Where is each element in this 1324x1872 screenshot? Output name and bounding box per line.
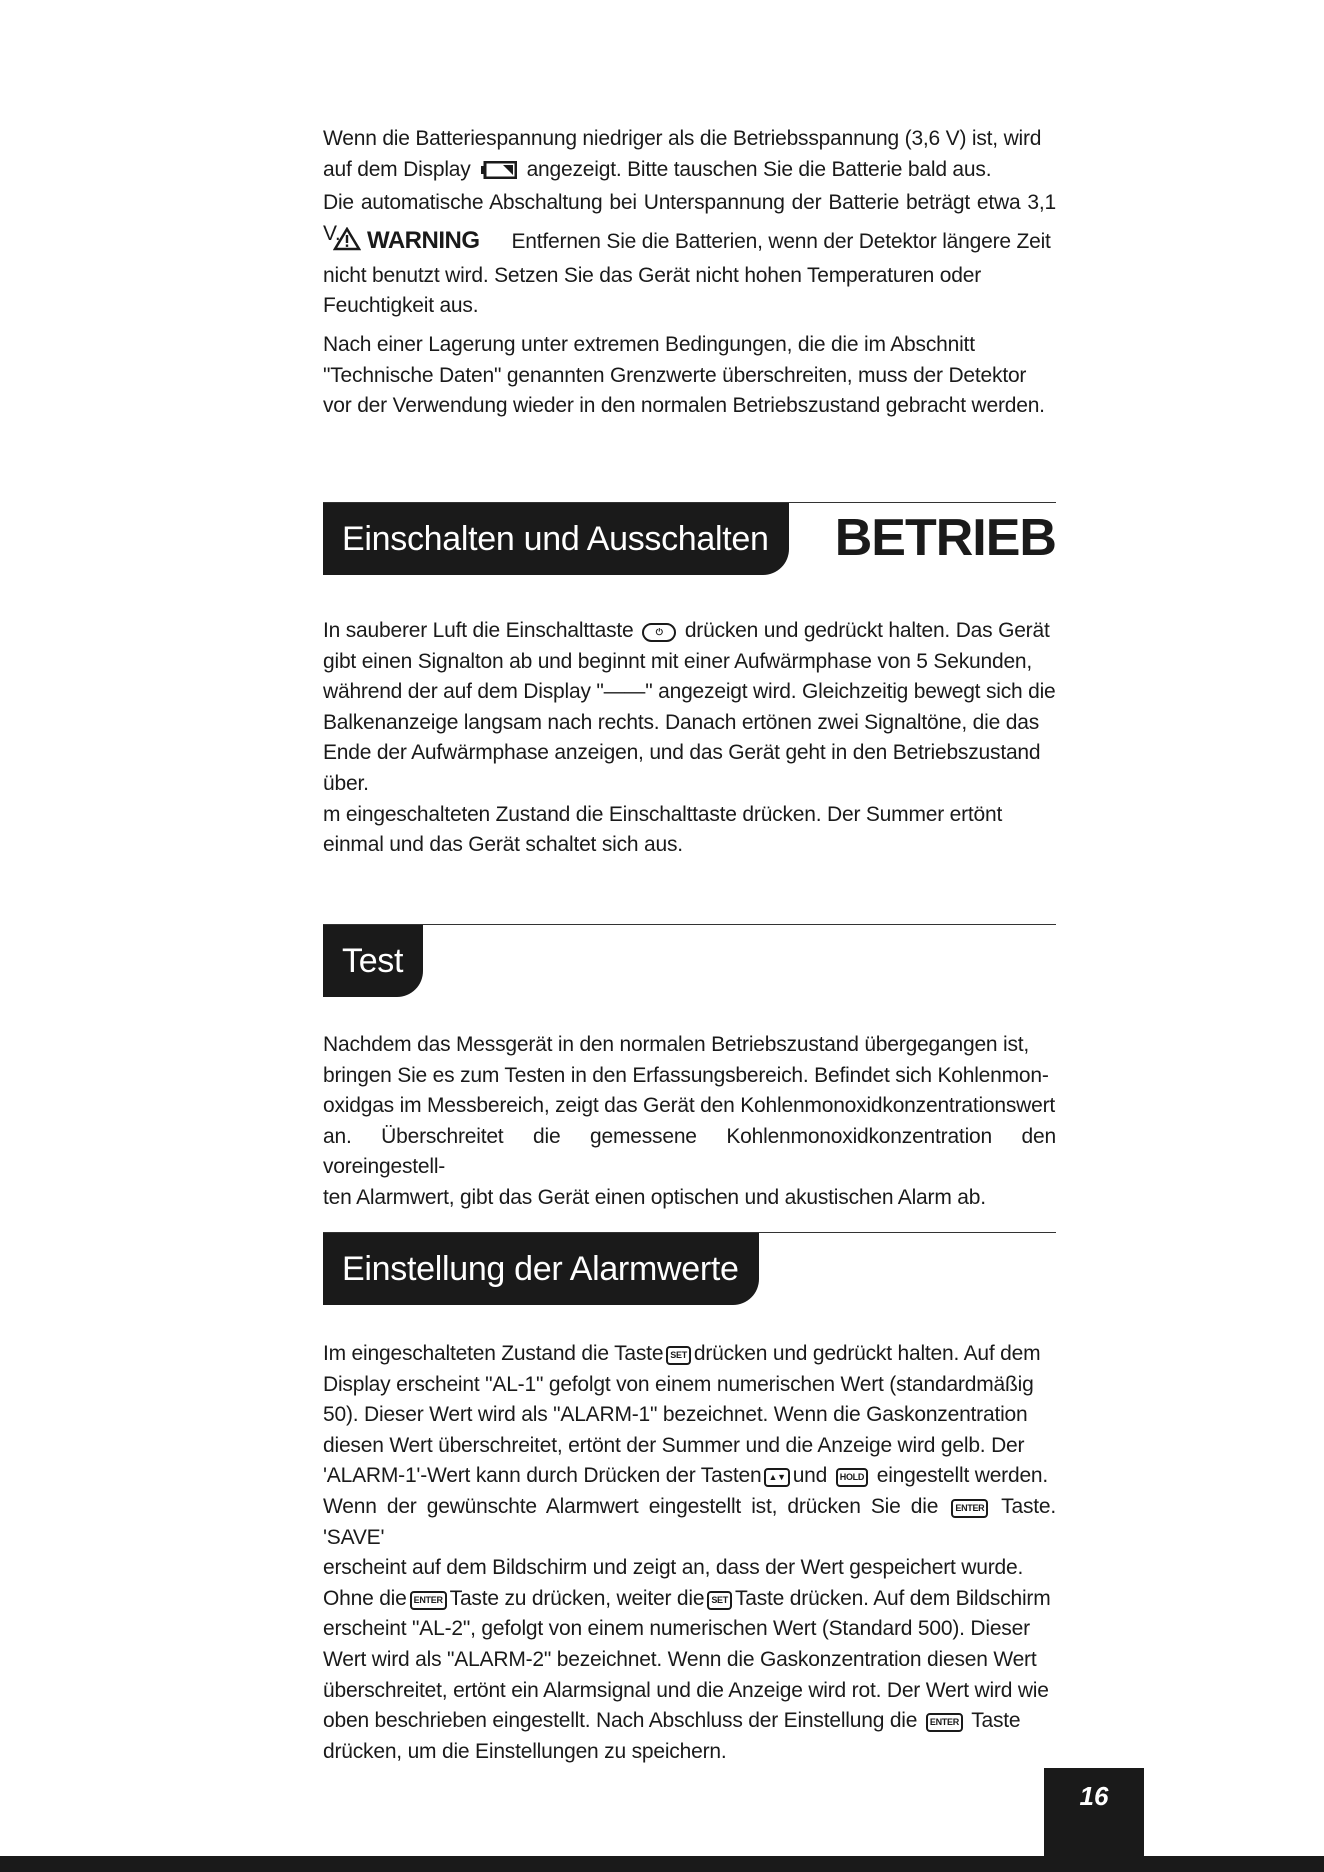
- header-rule: [323, 924, 1056, 925]
- enter-key-icon: ENTER: [410, 1591, 447, 1610]
- text-span: drücken und gedrückt halten. Auf dem: [693, 1342, 1041, 1365]
- text-line: bringen Sie es zum Testen in den Erfassungsbereich. Befindet sich Kohlenmon-: [323, 1063, 1049, 1087]
- set-key-icon: SET: [666, 1346, 691, 1365]
- text-line: diesen Wert überschreitet, ertönt der Summer und die Anzeige wird gelb. Der: [323, 1433, 1025, 1457]
- storage-paragraph: [323, 330, 1056, 422]
- text-line: Wert wird als "ALARM-2" bezeichnet. Wenn die Gaskonzentration diesen Wert: [323, 1647, 1037, 1671]
- text-span: Ohne die: [323, 1586, 407, 1610]
- warning-paragraph: [323, 226, 1056, 322]
- text-span: In sauberer Luft die Einschalttaste: [323, 619, 634, 642]
- text-span: eingestellt werden.: [876, 1464, 1049, 1488]
- text-line: [323, 226, 1056, 261]
- text-line: m eingeschalteten Zustand die Einschalttaste drücken. Der Summer ertönt: [323, 802, 1003, 826]
- power-key-icon: ⏻: [642, 623, 676, 642]
- test-paragraph: [323, 1030, 1056, 1214]
- text-line: ten Alarmwert, gibt das Gerät einen optischen und akustischen Alarm ab.: [323, 1185, 986, 1209]
- enter-key-icon: ENTER: [926, 1713, 963, 1732]
- text-line: über.: [323, 771, 369, 795]
- text-line: Ende der Aufwärmphase anzeigen, und das Gerät geht in den Betriebszustand: [323, 741, 1041, 765]
- page-number: 16: [1044, 1768, 1144, 1856]
- text-line: nicht benutzt wird. Setzen Sie das Gerät nicht hohen Temperaturen oder: [323, 263, 982, 287]
- text-span: auf dem Display: [323, 157, 471, 181]
- text-line: [323, 1492, 1056, 1553]
- text-line: [323, 1584, 1056, 1615]
- text-line: Display erscheint "AL-1" gefolgt von einem numerischen Wert (standardmäßig: [323, 1372, 1034, 1396]
- text-line: Wenn die Batteriespannung niedriger als die Betriebsspannung (3,6 V) ist, wird: [323, 127, 1042, 150]
- section-header-onoff: [323, 502, 1056, 576]
- section-title: Test: [323, 925, 423, 997]
- text-line: drücken, um die Einstellungen zu speichern.: [323, 1739, 727, 1763]
- text-line: Feuchtigkeit aus.: [323, 294, 479, 318]
- text-span: drücken und gedrückt halten. Das Gerät: [684, 619, 1050, 642]
- section-header-alarm: [323, 1232, 1056, 1306]
- text-line: Balkenanzeige langsam nach rechts. Danach ertönen zwei Signaltöne, die das: [323, 710, 1039, 734]
- text-line: einmal und das Gerät schaltet sich aus.: [323, 833, 683, 857]
- section-title: Einstellung der Alarmwerte: [323, 1233, 759, 1305]
- section-header-test: [323, 924, 1056, 998]
- up-down-key-icon: ▲▼: [764, 1468, 789, 1487]
- text-span: Im eingeschalteten Zustand die Taste: [323, 1342, 664, 1365]
- text-line: [323, 1339, 1056, 1370]
- text-line: an. Überschreitet die gemessene Kohlenmonoxidkonzentration den voreingestell-: [323, 1124, 1056, 1179]
- text-line: 50). Dieser Wert wird als "ALARM-1" bezeichnet. Wenn die Gaskonzentration: [323, 1403, 1028, 1427]
- text-line: [323, 1706, 1056, 1737]
- text-line: oxidgas im Messbereich, zeigt das Gerät den Kohlenmonoxidkonzentrationswert: [323, 1094, 1056, 1118]
- category-title: BETRIEB: [834, 509, 1056, 567]
- section-title: Einschalten und Ausschalten: [323, 503, 789, 575]
- enter-key-icon: ENTER: [951, 1499, 988, 1518]
- text-line: während der auf dem Display "——" angezeigt wird. Gleichzeitig bewegt sich die: [323, 680, 1056, 704]
- text-span: Taste. 'SAVE': [323, 1494, 1056, 1549]
- text-span: oben beschrieben eingestellt. Nach Abschluss der Einstellung die: [323, 1709, 918, 1733]
- warning-triangle-icon: [333, 227, 361, 261]
- text-span: und: [792, 1464, 828, 1488]
- text-span: Wenn der gewünschte Alarmwert eingestellt ist, drücken Sie die: [323, 1494, 939, 1518]
- text-line: gibt einen Signalton ab und beginnt mit einer Aufwärmphase von 5 Sekunden,: [323, 649, 1033, 673]
- text-line: [323, 616, 1056, 647]
- text-line: erscheint auf dem Bildschirm und zeigt an, dass der Wert gespeichert wurde.: [323, 1556, 1024, 1580]
- text-line: Nachdem das Messgerät in den normalen Betriebszustand übergegangen ist,: [323, 1033, 1030, 1056]
- text-span: Taste zu drücken, weiter die: [449, 1586, 705, 1610]
- battery-low-icon: [481, 158, 517, 189]
- text-line: Nach einer Lagerung unter extremen Bedingungen, die die im Abschnitt: [323, 333, 975, 356]
- text-span: Taste: [971, 1709, 1021, 1733]
- warning-title: WARNING: [367, 227, 480, 254]
- text-line: [323, 155, 1056, 189]
- text-span: Taste drücken. Auf dem Bildschirm: [734, 1586, 1051, 1610]
- text-line: "Technische Daten" genannten Grenzwerte überschreiten, muss der Detektor: [323, 363, 1027, 387]
- hold-key-icon: HOLD: [836, 1468, 868, 1487]
- text-line: überschreitet, ertönt ein Alarmsignal und die Anzeige wird rot. Der Wert wird wie: [323, 1678, 1049, 1702]
- alarm-paragraph: [323, 1339, 1056, 1767]
- text-span: 'ALARM-1'-Wert kann durch Drücken der Tasten: [323, 1464, 762, 1488]
- onoff-paragraph: [323, 616, 1056, 861]
- text-span: angezeigt. Bitte tauschen Sie die Batterie bald aus.: [526, 157, 992, 181]
- set-key-icon: SET: [707, 1591, 732, 1610]
- text-line: [323, 1461, 1056, 1492]
- bottom-bar: [0, 1856, 1324, 1872]
- text-line: vor der Verwendung wieder in den normalen Betriebszustand gebracht werden.: [323, 394, 1045, 418]
- text-line: erscheint "AL-2", gefolgt von einem numerischen Wert (Standard 500). Dieser: [323, 1617, 1030, 1641]
- text-span: Entfernen Sie die Batterien, wenn der Detektor längere Zeit: [511, 230, 1051, 253]
- text-line: Die automatische Abschaltung bei Unterspannung der Batterie beträgt etwa 3,1 V.: [323, 191, 1056, 245]
